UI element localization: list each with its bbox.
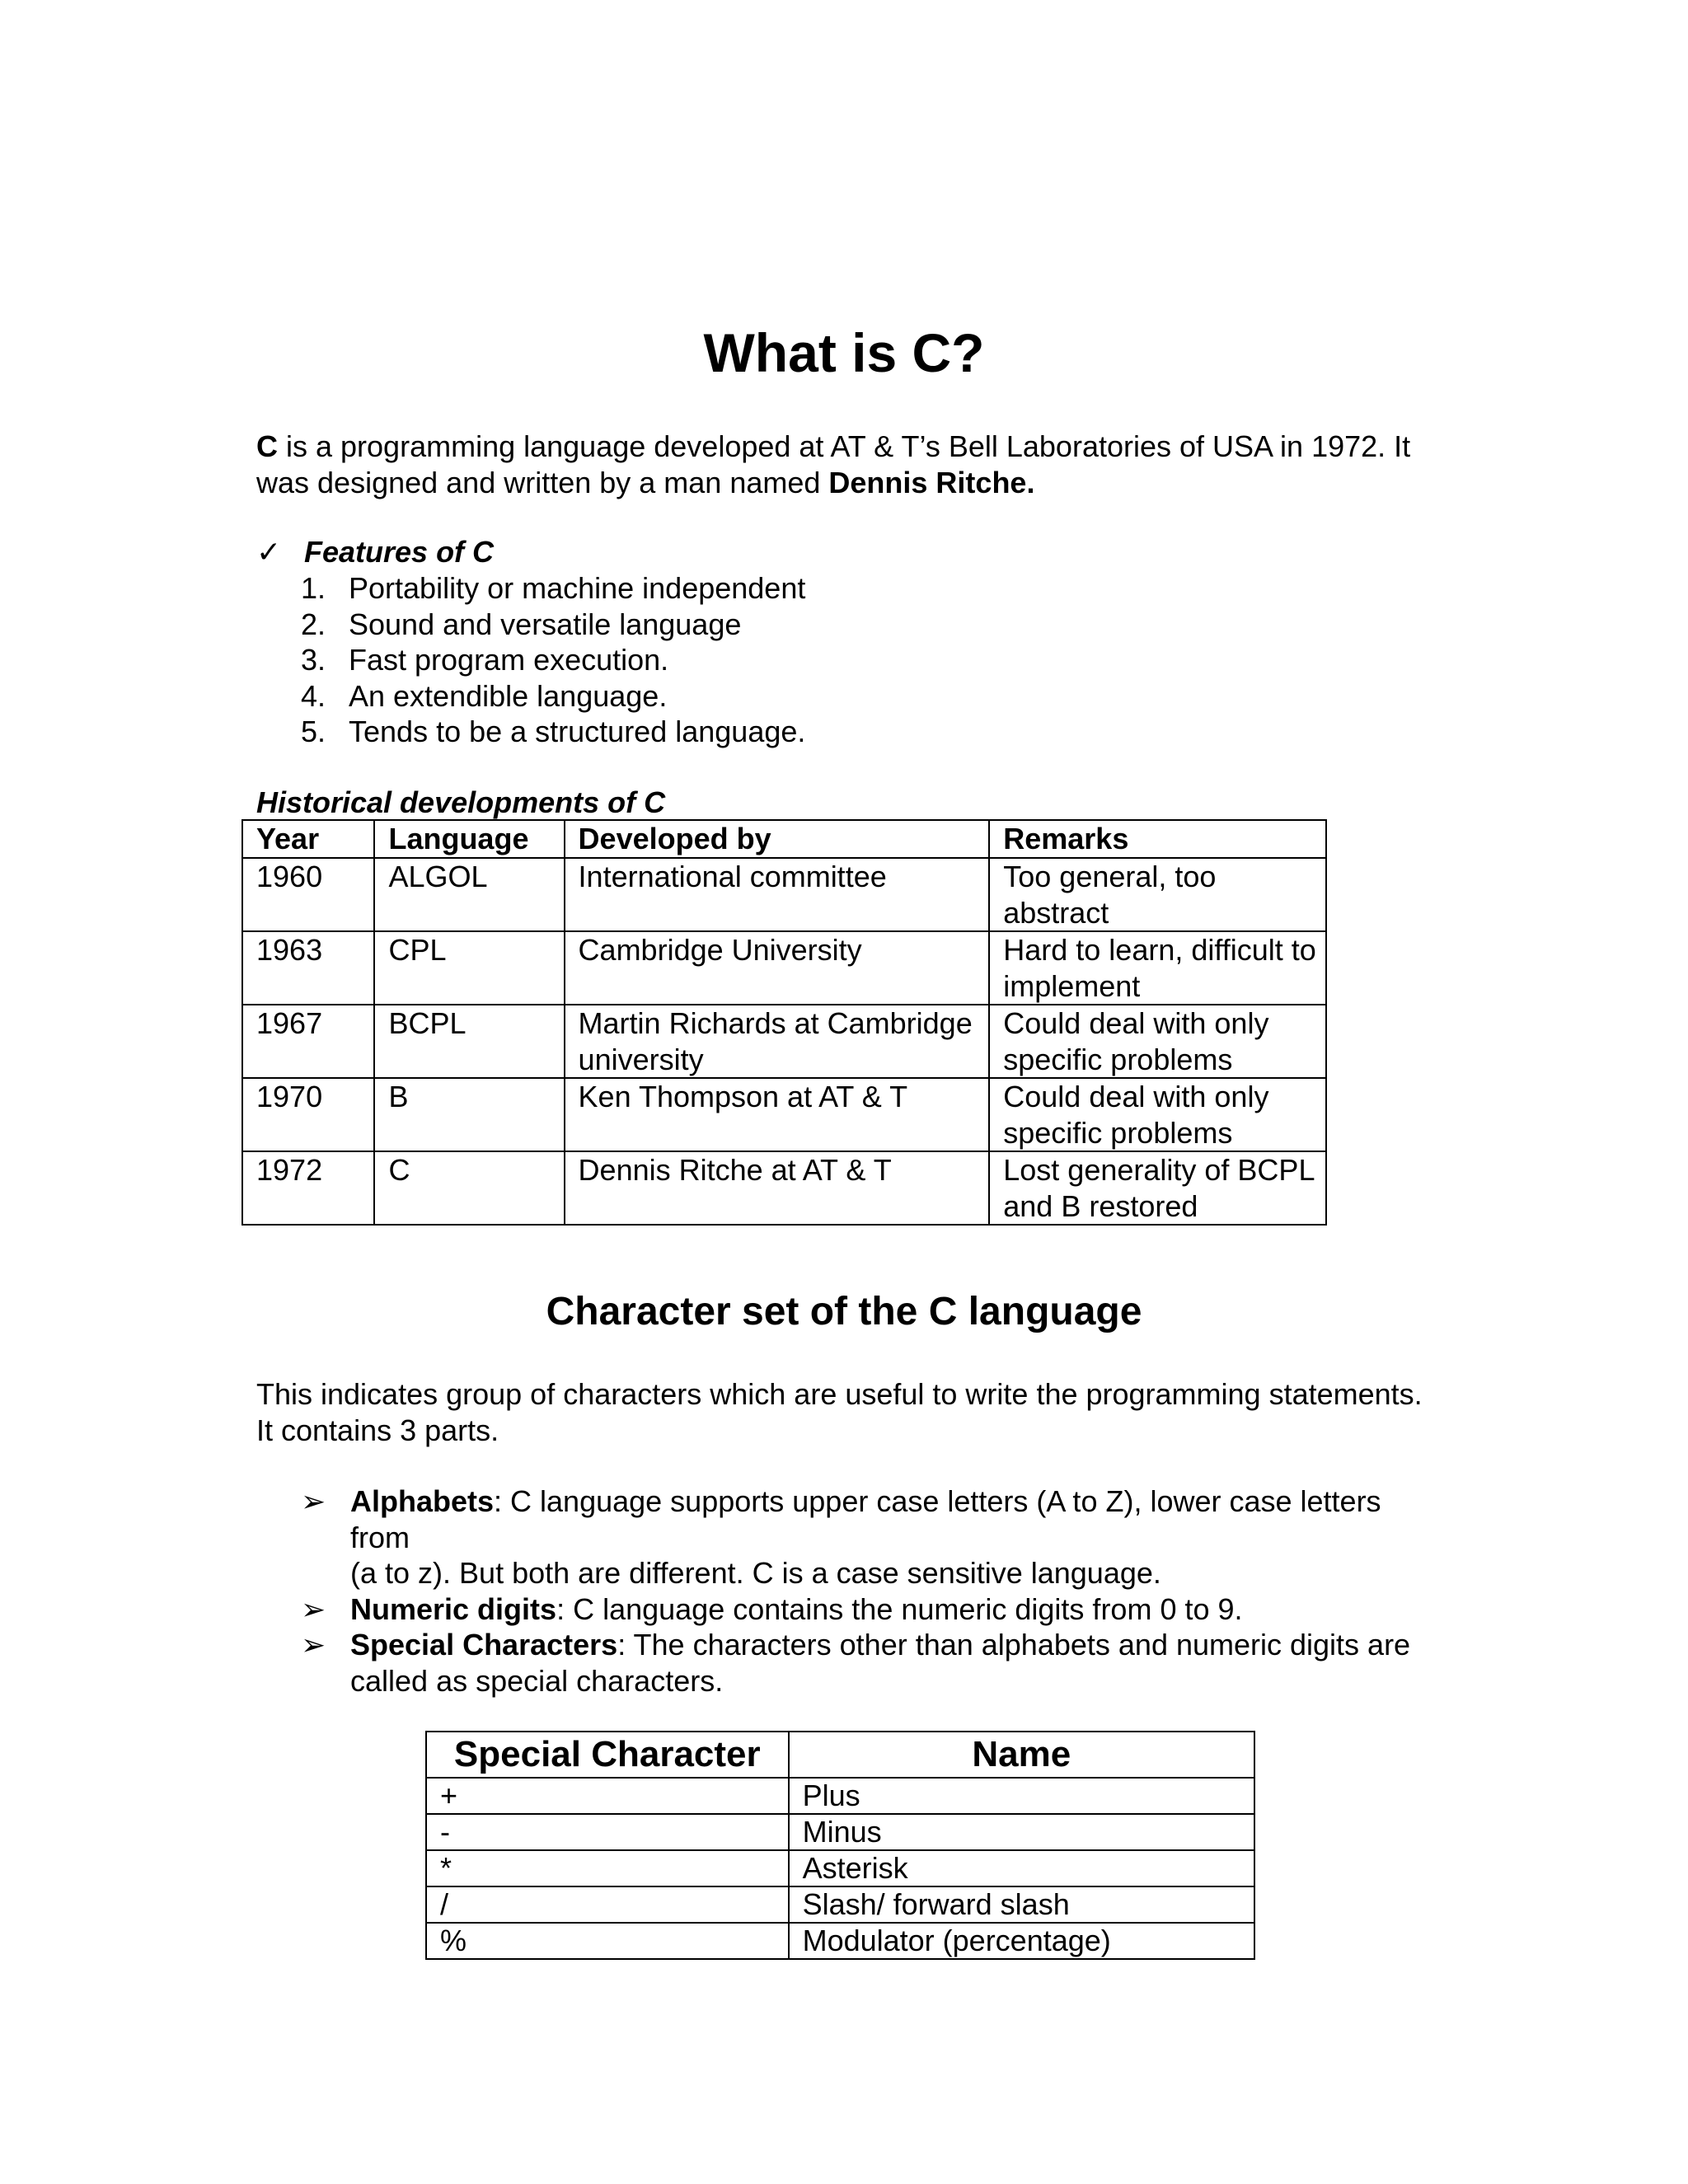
table-row bbox=[242, 1151, 1326, 1225]
intro-paragraph bbox=[256, 429, 1460, 501]
table-row bbox=[242, 931, 1326, 1005]
list-item-number: 3. bbox=[301, 643, 326, 677]
table-cell: Hard to learn, difficult to implement bbox=[989, 931, 1326, 1005]
table-row bbox=[426, 1923, 1254, 1959]
history-table bbox=[241, 819, 1327, 1226]
list-item-number: 4. bbox=[301, 678, 326, 713]
table-cell: 1970 bbox=[242, 1078, 374, 1151]
list-item bbox=[301, 607, 805, 643]
table-cell: Plus bbox=[789, 1778, 1254, 1814]
table-cell: / bbox=[426, 1886, 789, 1923]
table-row bbox=[426, 1850, 1254, 1886]
table-row bbox=[426, 1886, 1254, 1923]
table-cell: - bbox=[426, 1814, 789, 1850]
intro-text: is a programming language developed at AT & T’s Bell Laboratories of USA in 1972. It was designed and written by a man named bbox=[256, 429, 1411, 499]
list-item-text: : C language supports upper case letters (A to Z), lower case letters from bbox=[350, 1484, 1381, 1554]
table-cell: Martin Richards at Cambridge university bbox=[565, 1005, 990, 1078]
table-cell: Modulator (percentage) bbox=[789, 1923, 1254, 1959]
list-item-text: Tends to be a structured language. bbox=[349, 715, 806, 748]
table-cell: Ken Thompson at AT & T bbox=[565, 1078, 990, 1151]
table-row bbox=[242, 1005, 1326, 1078]
table-cell: Too general, too abstract bbox=[989, 858, 1326, 931]
table-row bbox=[426, 1814, 1254, 1850]
table-cell: Cambridge University bbox=[565, 931, 990, 1005]
table-cell: BCPL bbox=[374, 1005, 564, 1078]
list-item bbox=[301, 1483, 1422, 1591]
table-cell: CPL bbox=[374, 931, 564, 1005]
list-item-label: Special Characters bbox=[350, 1628, 618, 1661]
table-cell: Asterisk bbox=[789, 1850, 1254, 1886]
table-cell: Could deal with only specific problems bbox=[989, 1078, 1326, 1151]
list-item-text: Sound and versatile language bbox=[349, 607, 742, 641]
list-item bbox=[301, 1627, 1422, 1699]
list-item-text: Portability or machine independent bbox=[349, 571, 806, 605]
column-header-developed-by: Developed by bbox=[565, 820, 990, 858]
list-item-text: : C language contains the numeric digits from 0 to 9. bbox=[556, 1591, 1243, 1626]
table-cell: * bbox=[426, 1850, 789, 1886]
table-header-row bbox=[242, 820, 1326, 858]
table-cell: C bbox=[374, 1151, 564, 1225]
list-item bbox=[301, 570, 805, 607]
table-cell: Slash/ forward slash bbox=[789, 1886, 1254, 1923]
table-cell: Minus bbox=[789, 1814, 1254, 1850]
arrow-bullet-icon: ➢ bbox=[301, 1484, 326, 1518]
special-characters-table bbox=[425, 1731, 1255, 1960]
table-cell: Could deal with only specific problems bbox=[989, 1005, 1326, 1078]
table-cell: 1963 bbox=[242, 931, 374, 1005]
list-item-number: 2. bbox=[301, 607, 326, 641]
checkmark-icon: ✓ bbox=[256, 535, 282, 569]
intro-bold-name: Dennis Ritche. bbox=[828, 466, 1035, 499]
list-item bbox=[301, 642, 805, 678]
list-item-text: : The characters other than alphabets and numeric digits are called as special characters. bbox=[350, 1628, 1411, 1698]
features-list bbox=[301, 570, 805, 750]
history-heading: Historical developments of C bbox=[256, 785, 666, 819]
column-header-language: Language bbox=[374, 820, 564, 858]
table-cell: + bbox=[426, 1778, 789, 1814]
intro-bold-c: C bbox=[256, 429, 278, 463]
list-item-text: An extendible language. bbox=[349, 678, 668, 713]
list-item-number: 1. bbox=[301, 571, 326, 605]
table-header-row bbox=[426, 1732, 1254, 1778]
arrow-bullet-icon: ➢ bbox=[301, 1628, 326, 1661]
table-row bbox=[242, 858, 1326, 931]
column-header-year: Year bbox=[242, 820, 374, 858]
table-row bbox=[242, 1078, 1326, 1151]
table-cell: B bbox=[374, 1078, 564, 1151]
column-header-remarks: Remarks bbox=[989, 820, 1326, 858]
table-cell: Lost generality of BCPL and B restored bbox=[989, 1151, 1326, 1225]
list-item-number: 5. bbox=[301, 715, 326, 748]
table-cell: ALGOL bbox=[374, 858, 564, 931]
table-cell: 1972 bbox=[242, 1151, 374, 1225]
list-item-text-continued: (a to z). But both are different. C is a case sensitive language. bbox=[350, 1556, 1161, 1590]
table-cell: 1967 bbox=[242, 1005, 374, 1078]
table-cell: International committee bbox=[565, 858, 990, 931]
charset-intro-paragraph: This indicates group of characters which are useful to write the programming statements. It contains 3 parts. bbox=[256, 1377, 1423, 1447]
list-item-label: Alphabets bbox=[350, 1484, 495, 1518]
features-heading-text: Features of C bbox=[304, 535, 495, 569]
table-cell: Dennis Ritche at AT & T bbox=[565, 1151, 990, 1225]
table-row bbox=[426, 1778, 1254, 1814]
list-item bbox=[301, 1591, 1422, 1628]
column-header-special-character: Special Character bbox=[426, 1732, 789, 1778]
table-cell: % bbox=[426, 1923, 789, 1959]
charset-list bbox=[301, 1483, 1422, 1699]
list-item bbox=[301, 678, 805, 715]
page-title: What is C? bbox=[703, 322, 985, 383]
charset-section-title: Character set of the C language bbox=[546, 1290, 1142, 1333]
list-item-label: Numeric digits bbox=[350, 1591, 557, 1626]
column-header-name: Name bbox=[789, 1732, 1254, 1778]
list-item-text: Fast program execution. bbox=[349, 643, 669, 677]
list-item bbox=[301, 714, 805, 750]
features-heading bbox=[256, 534, 494, 570]
table-cell: 1960 bbox=[242, 858, 374, 931]
arrow-bullet-icon: ➢ bbox=[301, 1591, 326, 1626]
